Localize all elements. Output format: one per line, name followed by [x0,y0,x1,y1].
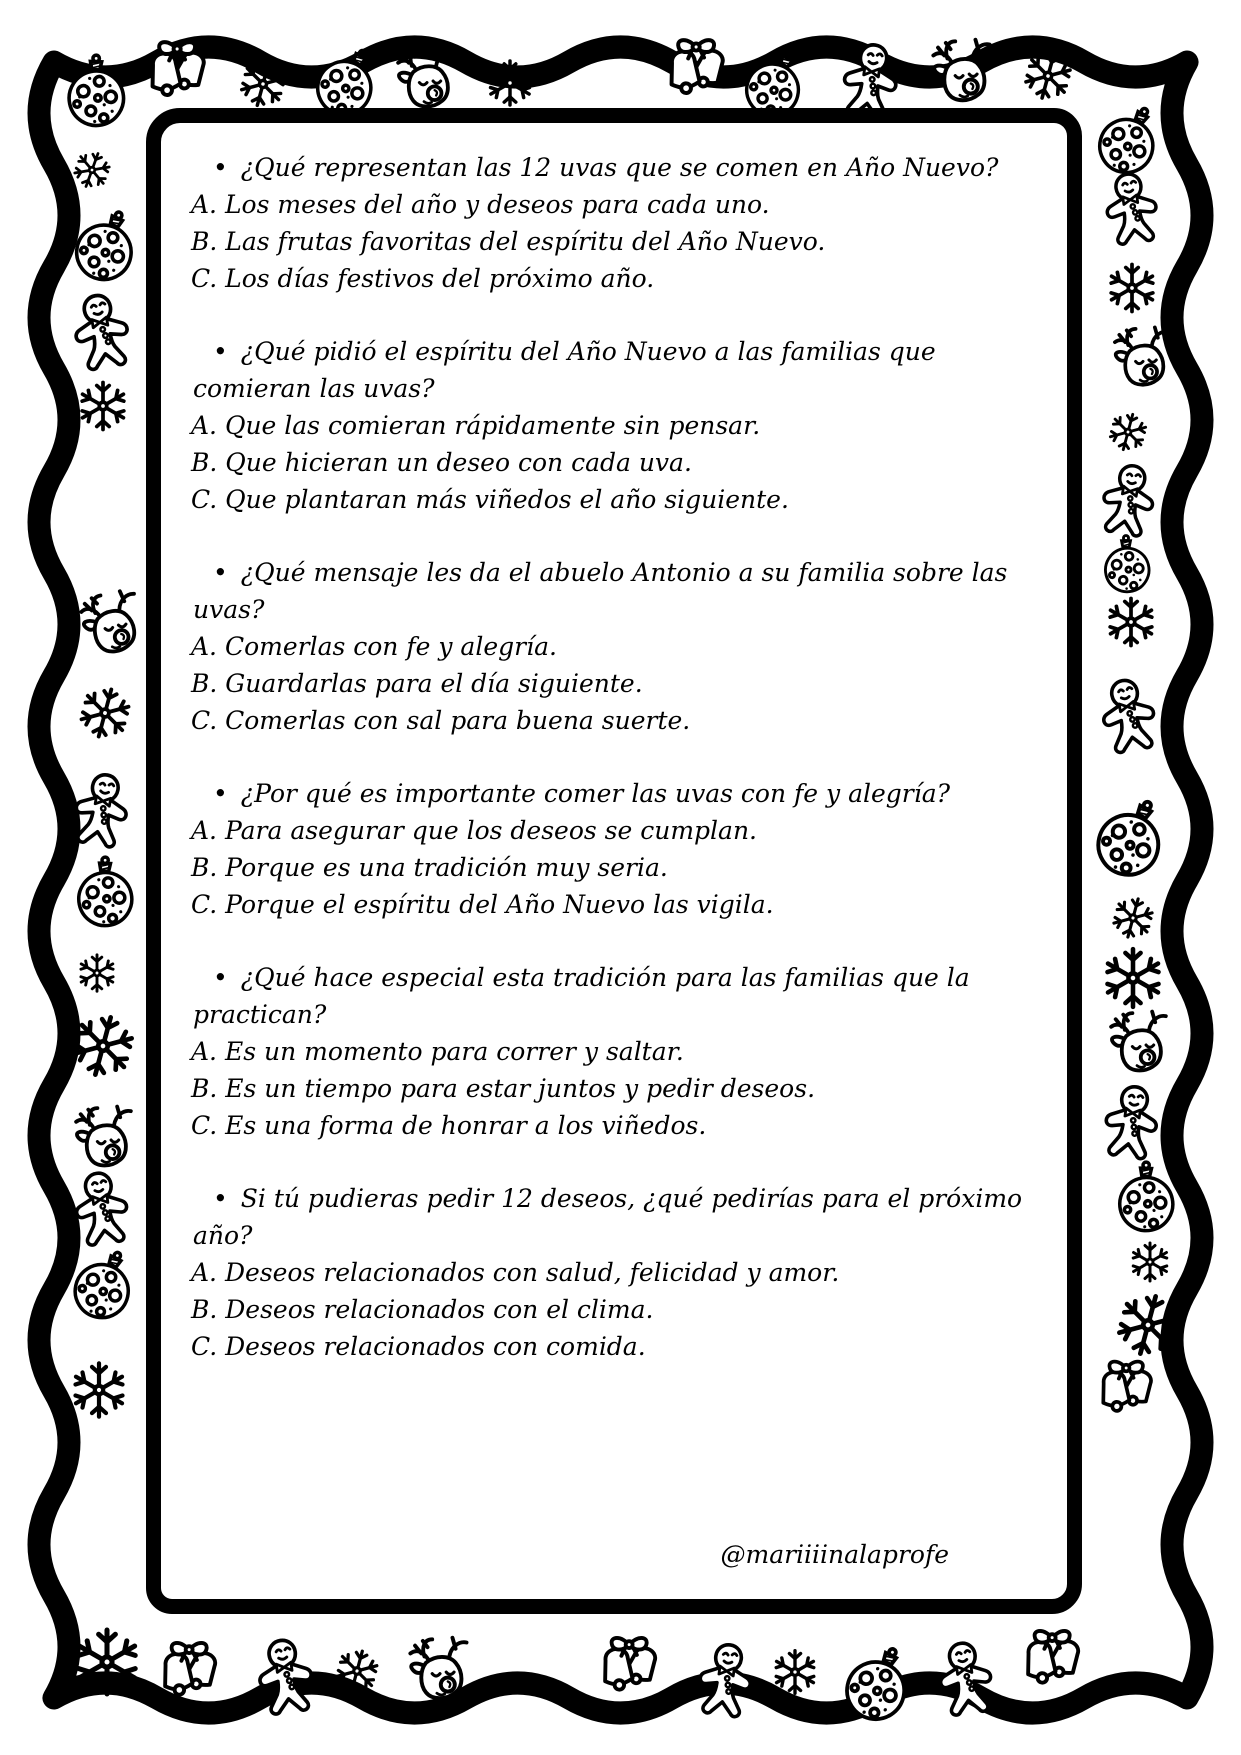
question-text: • ¿Qué representan las 12 uvas que se comen en Año Nuevo? [213,153,999,182]
snowflake-icon [72,1363,125,1416]
ornament-icon [1098,531,1154,596]
answer-option: C. Comerlas con sal para buena suerte. [191,706,691,735]
question-block [191,1180,1025,1365]
snowflake-icon [75,683,134,743]
snowflake-icon [1108,264,1155,311]
question-text: • ¿Qué hace especial esta tradición para las familias que la practican? [193,963,970,1029]
bells-icon [602,1638,660,1691]
bullet-icon: • [213,1184,228,1213]
reindeer-icon [1115,327,1168,384]
bullet-icon: • [213,153,228,182]
reindeer-icon [76,1107,131,1166]
gingerbread-icon [70,291,133,371]
reindeer-icon [410,1638,466,1698]
snowflake-icon [774,1651,816,1694]
answer-option: A. Los meses del año y deseos para cada uno. [191,190,770,219]
snowflake-icon [1104,949,1162,1007]
ornament-icon [1092,791,1169,881]
answer-option: A. Que las comieran rápidamente sin pensar. [191,411,761,440]
snowflake-icon [1131,1243,1169,1281]
gingerbread-icon [71,771,133,849]
snowflake-icon [79,382,126,429]
answer-option: B. Porque es una tradición muy seria. [191,853,668,882]
ornament-icon [72,205,138,284]
answer-option: B. Guardarlas para el día siguiente. [191,669,643,698]
reindeer-icon [1111,1012,1166,1071]
questions [161,123,1067,1365]
gingerbread-icon [696,1641,756,1718]
reindeer-icon [79,589,141,655]
answer-option: C. Porque el espíritu del Año Nuevo las vigila. [191,890,774,919]
question-block [191,149,1025,297]
bells-icon [1100,1362,1156,1413]
answer-option: A. Deseos relacionados con salud, felicidad y amor. [191,1258,840,1287]
question-text: • ¿Por qué es importante comer las uvas con fe y alegría? [213,779,951,808]
worksheet-card [146,108,1082,1614]
ornament-icon [71,852,137,930]
bullet-icon: • [213,779,228,808]
question-text: • Si tú pudieras pedir 12 deseos, ¿qué pedirías para el próximo año? [193,1184,1023,1250]
snowflake-icon [1107,598,1154,645]
bullet-icon: • [213,963,228,992]
gingerbread-icon [1098,462,1158,538]
answer-option: C. Que plantaran más viñedos el año siguiente. [191,485,789,514]
bullet-icon: • [213,337,228,366]
snowflake-icon [79,955,115,991]
bells-icon [162,1643,220,1696]
question-block [191,554,1025,739]
question-text: • ¿Qué mensaje les da el abuelo Antonio a su familia sobre las uvas? [193,558,1008,624]
answer-option: C. Deseos relacionados con comida. [191,1332,646,1361]
snowflake-icon [1106,410,1151,455]
question-block [191,775,1025,923]
question-block [191,959,1025,1144]
answer-option: B. Es un tiempo para estar juntos y pedir deseos. [191,1074,816,1103]
gingerbread-icon [1102,1083,1162,1160]
question-text: • ¿Qué pidió el espíritu del Año Nuevo a las familias que comieran las uvas? [193,337,936,403]
snowflake-icon [70,148,115,193]
answer-option: C. Es una forma de honrar a los viñedos. [191,1111,707,1140]
answer-option: A. Para asegurar que los deseos se cumplan. [191,816,757,845]
ornament-icon [70,1244,136,1322]
answer-option: B. Deseos relacionados con el clima. [191,1295,654,1324]
question-block [191,333,1025,518]
author-handle: @mariiiinalaprofe [720,1540,949,1569]
answer-option: B. Que hicieran un deseo con cada uva. [191,448,692,477]
snowflake-icon [1109,894,1157,942]
gingerbread-icon [936,1640,996,1717]
gingerbread-icon [1098,676,1160,754]
ornament-icon [1093,98,1163,179]
gingerbread-icon [1102,171,1160,246]
answer-option: A. Es un momento para correr y saltar. [191,1037,684,1066]
answer-option: B. Las frutas favoritas del espíritu del Año Nuevo. [191,227,826,256]
bells-icon [1025,1631,1083,1684]
answer-option: A. Comerlas con fe y alegría. [191,632,557,661]
bullet-icon: • [213,558,228,587]
answer-option: C. Los días festivos del próximo año. [191,264,655,293]
